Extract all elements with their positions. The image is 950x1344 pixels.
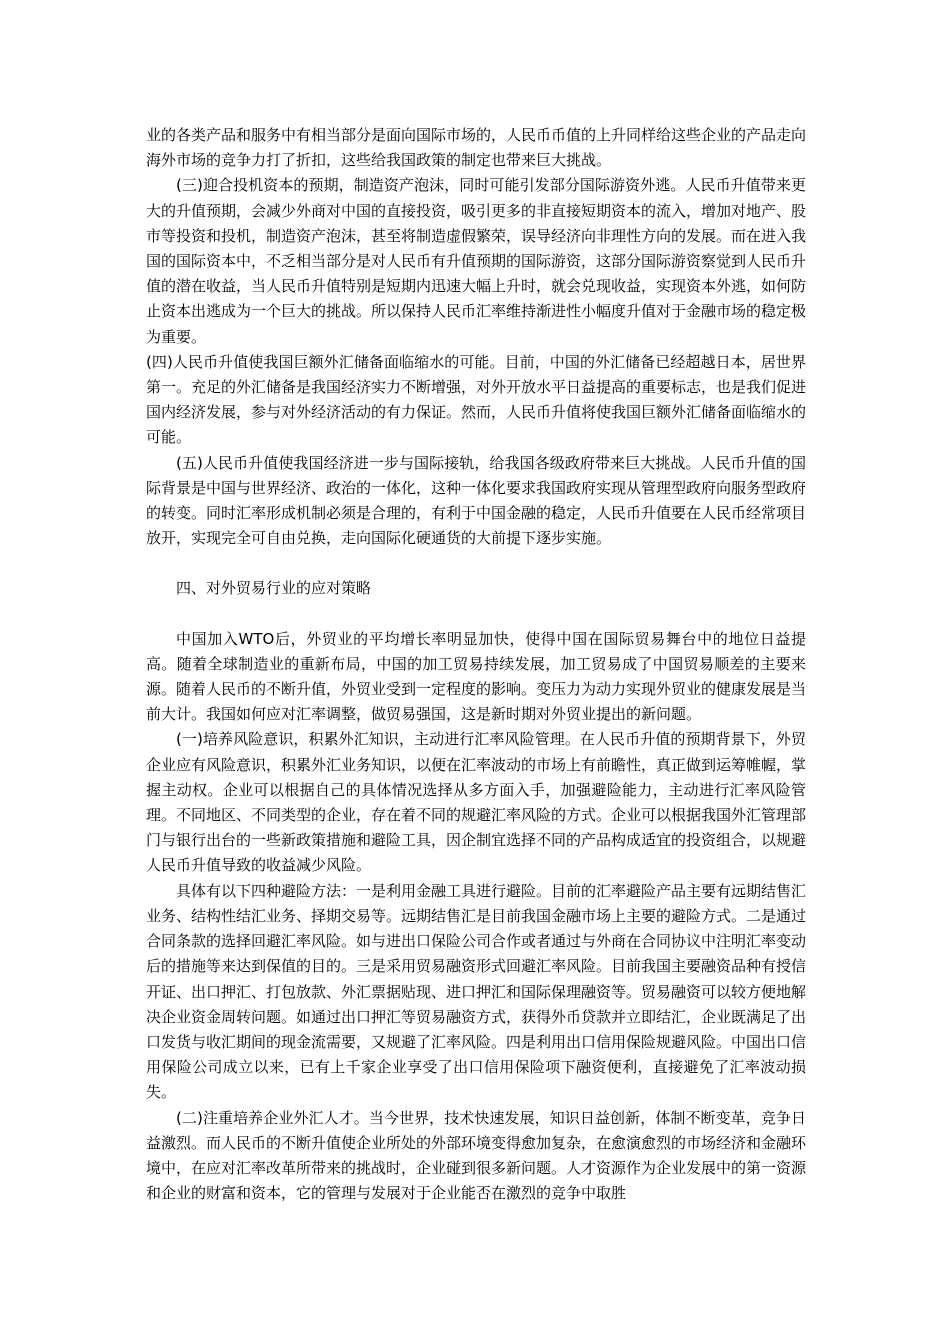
paragraph-three: (三)迎合投机资本的预期，制造资产泡沫，同时可能引发部分国际游资外逃。人民币升值带来更大的升值预期，会减少外商对中国的直接投资，吸引更多的非直接短期资本的流入，增加对地产、股市等投资和投机，制造资产泡沫，甚至将制造虚假繁荣，误导经济向非理性方向的发展。而在进入我国的国际资本中，不乏相当部分是对人民币有升值预期的国际游资，这部分国际游资察觉到人民币升值的潜在收益，当人民币升值特别是短期内迅速大幅上升时，就会兑现收益，实现资本外逃，如何防止资本出逃成为一个巨大的挑战。所以保持人民币汇率维持渐进性小幅度升值对于金融市场的稳定极为重要。: [146, 176, 807, 346]
paragraph-four: (四)人民币升值使我国巨额外汇储备面临缩水的可能。目前，中国的外汇储备已经超越日本，居世界第一。充足的外汇储备是我国经济实力不断增强，对外开放水平日益提高的重要标志，也是我们促进国内经济发展，参与对外经济活动的有力保证。然而，人民币升值将使我国巨额外汇储备面临缩水的可能。: [146, 352, 807, 447]
paragraph-two: (二)注重培养企业外汇人才。当今世界，技术快速发展，知识日益创新，体制不断变革，竞争日益激烈。而人民币的不断升值使企业所处的外部环境变得愈加复杂，在愈演愈烈的市场经济和金融环境中，在应对汇率改革所带来的挑战时，企业碰到很多新问题。人才资源作为企业发展中的第一资源和企业的财富和资本，它的管理与发展对于企业能否在激烈的竞争中取胜: [146, 1108, 807, 1203]
paragraph-five: (五)人民币升值使我国经济进一步与国际接轨，给我国各级政府带来巨大挑战。人民币升值的国际背景是中国与世界经济、政治的一体化，这种一体化要求我国政府实现从管理型政府向服务型政府的转变。同时汇率形成机制必须是合理的，有利于中国金融的稳定，人民币升值要在人民币经常项目放开，实现完全可自由兑换，走向国际化硬通货的大前提下逐步实施。: [146, 453, 807, 548]
paragraph-continuation: 业的各类产品和服务中有相当部分是面向国际市场的，人民币币值的上升同样给这些企业的产品走向海外市场的竞争力打了折扣，这些给我国政策的制定也带来巨大挑战。: [146, 126, 807, 170]
paragraph-hedging-methods: 具体有以下四种避险方法：一是利用金融工具进行避险。目前的汇率避险产品主要有远期结售汇业务、结构性结汇业务、择期交易等。远期结售汇是目前我国金融市场上主要的避险方式。二是通过合同条款的选择回避汇率风险。如与进出口保险公司合作或者通过与外商在合同协议中注明汇率变动后的措施等来达到保值的目的。三是采用贸易融资形式回避汇率风险。目前我国主要融资品种有授信开证、出口押汇、打包放款、外汇票据贴现、进口押汇和国际保理融资等。贸易融资可以较方便地解决企业资金周转问题。如通过出口押汇等贸易融资方式，获得外币贷款并立即结汇，企业既满足了出口发货与收汇期间的现金流需要，又规避了汇率风险。四是利用出口信用保险规避风险。中国出口信用保险公司成立以来，已有上千家企业享受了出口信用保险项下融资便利，直接避免了汇率波动损失。: [146, 881, 807, 1102]
document-body: [146, 123, 806, 1206]
paragraph-one: (一)培养风险意识，积累外汇知识，主动进行汇率风险管理。在人民币升值的预期背景下，外贸企业应有风险意识，积累外汇业务知识，以便在汇率波动的市场上有前瞻性，真正做到运筹帷幄，掌握主动权。企业可以根据自己的具体情况选择从多方面入手，加强避险能力，主动进行汇率风险管理。不同地区、不同类型的企业，存在着不同的规避汇率风险的方式。企业可以根据我国外汇管理部门与银行出台的一些新政策措施和避险工具，因企制宜选择不同的产品构成适宜的投资组合，以规避人民币升值导致的收益减少风险。: [146, 730, 807, 875]
spacer: [146, 551, 806, 576]
paragraph-intro: 中国加入WTO后，外贸业的平均增长率明显加快，使得中国在国际贸易舞台中的地位日益提高。随着全球制造业的重新布局，中国的加工贸易持续发展，加工贸易成了中国贸易顺差的主要来源。随着人民币的不断升值，外贸业受到一定程度的影响。变压力为动力实现外贸业的健康发展是当前大计。我国如何应对汇率调整，做贸易强国，这是新时期对外贸业提出的新问题。: [146, 629, 807, 724]
section-heading: 四、对外贸易行业的应对策略: [176, 579, 372, 598]
spacer: [146, 602, 806, 627]
